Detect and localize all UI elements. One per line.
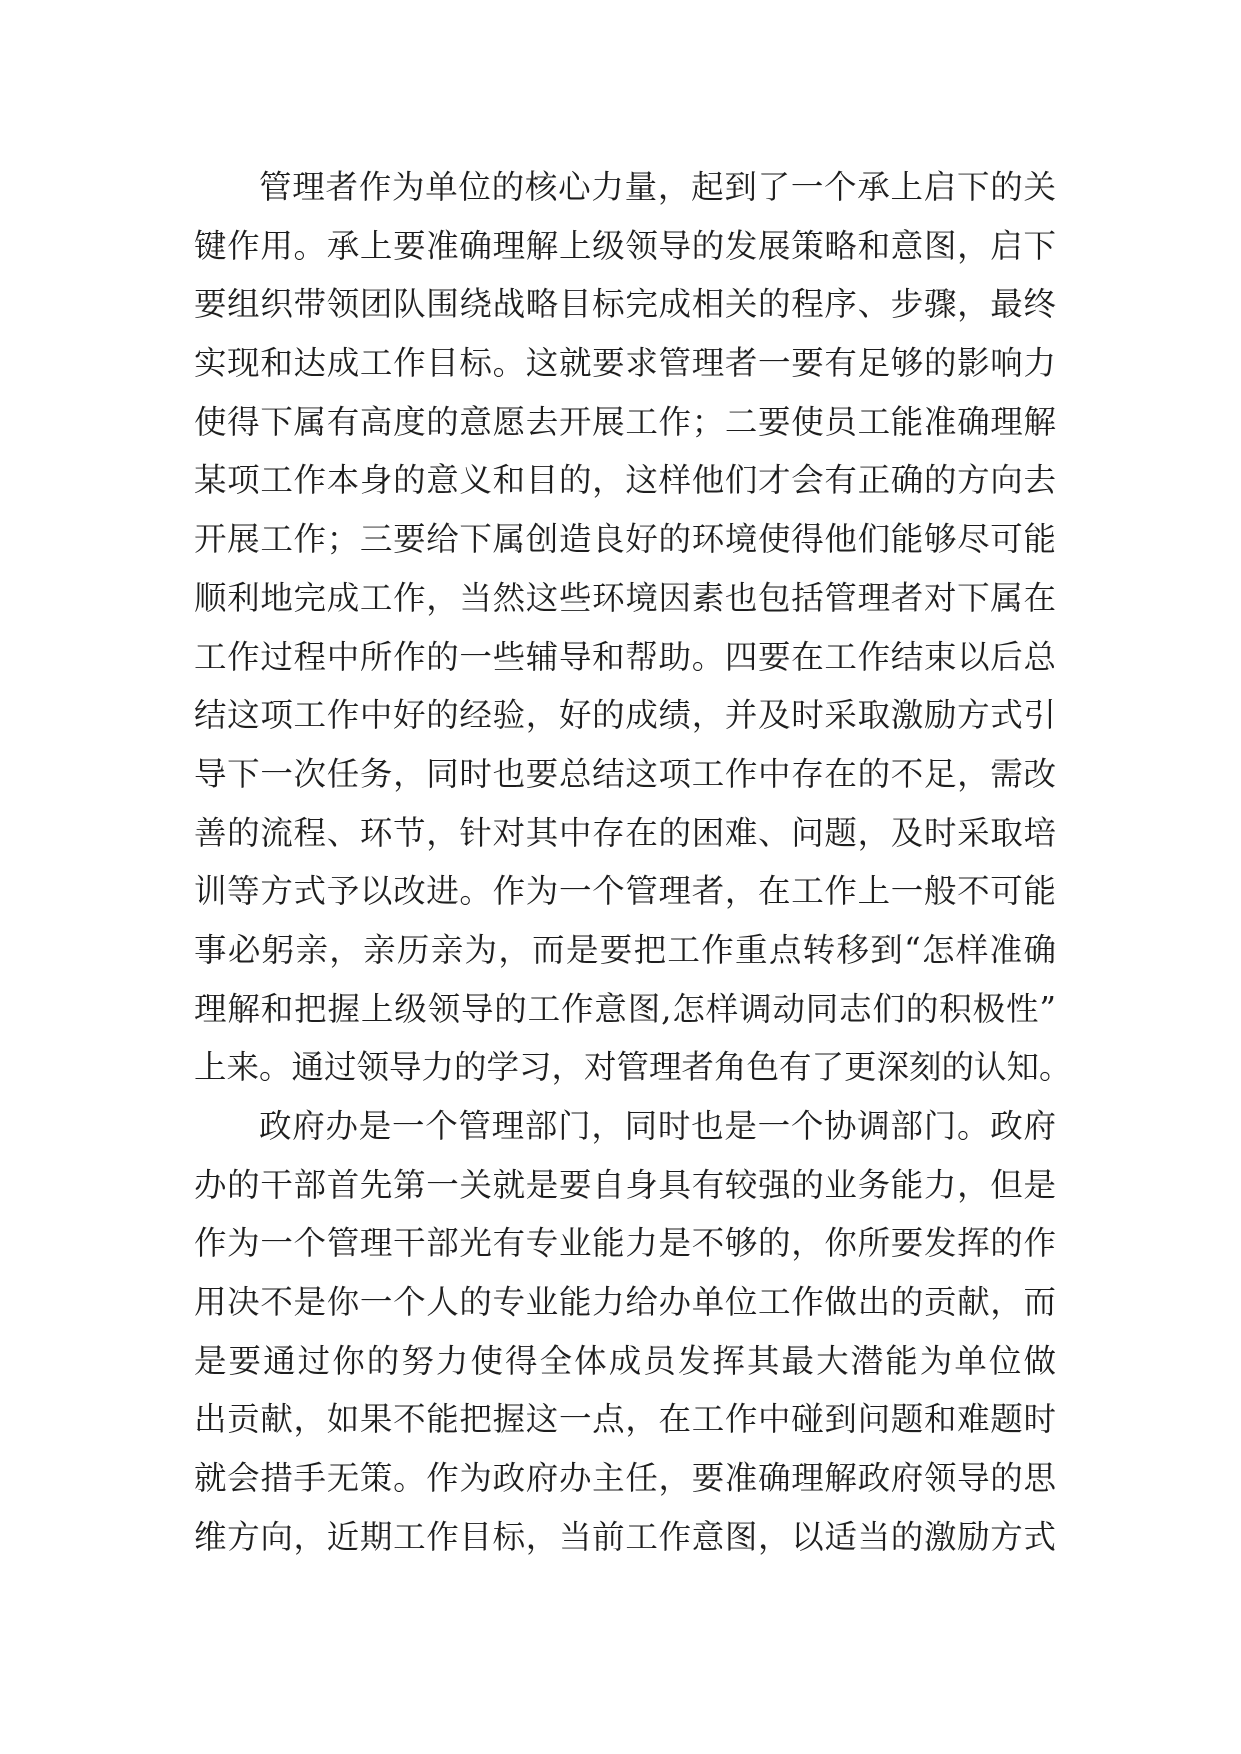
text-line: 某项工作本身的意义和目的，这样他们才会有正确的方向去: [194, 461, 1056, 500]
text-line: 就会措手无策。作为政府办主任，要准确理解政府领导的思: [194, 1459, 1056, 1498]
text-line: 训等方式予以改进。作为一个管理者，在工作上一般不可能: [194, 872, 1056, 911]
text-line: 用决不是你一个人的专业能力给办单位工作做出的贡献，而: [194, 1283, 1056, 1322]
text-line: 维方向，近期工作目标，当前工作意图，以适当的激励方式: [194, 1517, 1056, 1556]
text-line: 使得下属有高度的意愿去开展工作；二要使员工能准确理解: [194, 402, 1056, 441]
text-line: 理解和把握上级领导的工作意图,怎样调动同志们的积极性”: [194, 989, 1056, 1028]
text-line: 键作用。承上要准确理解上级领导的发展策略和意图，启下: [194, 226, 1056, 265]
text-line: 善的流程、环节，针对其中存在的困难、问题，及时采取培: [194, 813, 1056, 852]
text-line: 作为一个管理干部光有专业能力是不够的，你所要发挥的作: [194, 1224, 1056, 1263]
text-line: 办的干部首先第一关就是要自身具有较强的业务能力，但是: [194, 1165, 1056, 1204]
text-line: 是要通过你的努力使得全体成员发挥其最大潜能为单位做: [194, 1341, 1056, 1380]
paragraph-1: [194, 158, 1072, 1097]
text-line: 上来。通过领导力的学习，对管理者角色有了更深刻的认知。: [194, 1048, 1072, 1087]
text-line: 要组织带领团队围绕战略目标完成相关的程序、步骤，最终: [194, 285, 1056, 324]
text-line: 出贡献，如果不能把握这一点，在工作中碰到问题和难题时: [194, 1400, 1056, 1439]
text-line: 实现和达成工作目标。这就要求管理者一要有足够的影响力: [194, 344, 1056, 383]
text-line: 结这项工作中好的经验，好的成绩，并及时采取激励方式引: [194, 696, 1056, 735]
paragraph-2: [194, 1097, 1056, 1567]
body-text: [194, 158, 1072, 1567]
text-line: 顺利地完成工作，当然这些环境因素也包括管理者对下属在: [194, 578, 1056, 617]
text-line: 管理者作为单位的核心力量，起到了一个承上启下的关: [259, 168, 1056, 206]
text-line: 开展工作；三要给下属创造良好的环境使得他们能够尽可能: [194, 520, 1056, 559]
text-line: 工作过程中所作的一些辅导和帮助。四要在工作结束以后总: [194, 637, 1056, 676]
text-line: 事必躬亲，亲历亲为，而是要把工作重点转移到“怎样准确: [194, 930, 1056, 969]
text-line: 政府办是一个管理部门，同时也是一个协调部门。政府: [259, 1107, 1056, 1145]
text-line: 导下一次任务，同时也要总结这项工作中存在的不足，需改: [194, 754, 1056, 793]
